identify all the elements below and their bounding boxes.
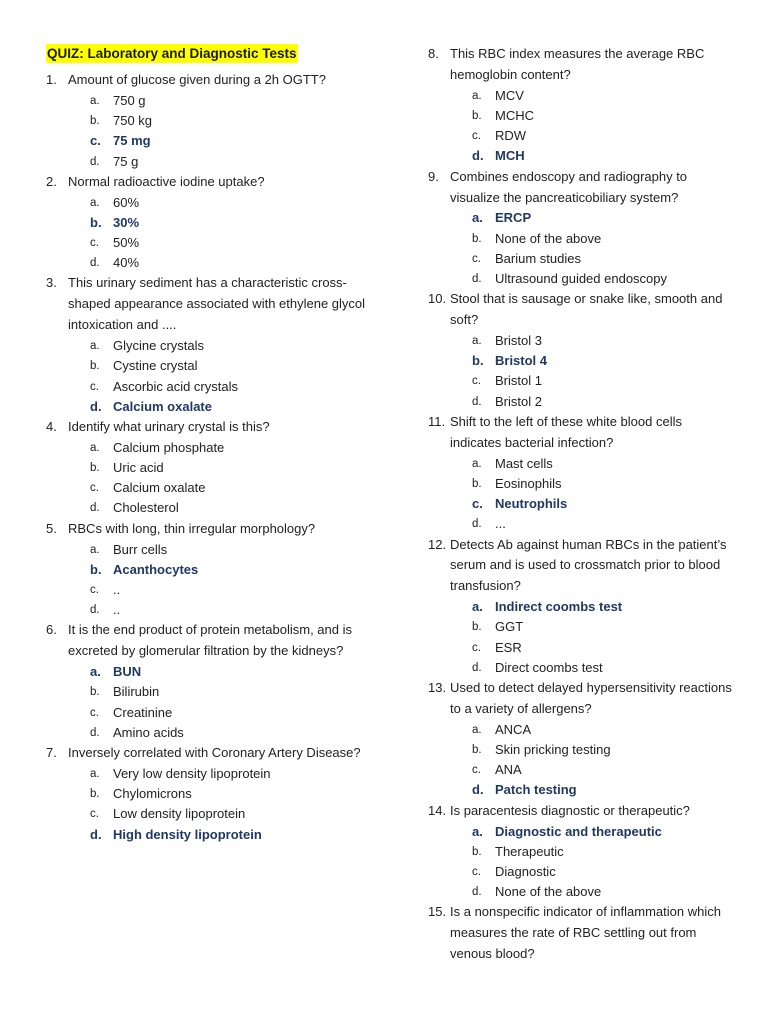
question-item bbox=[428, 902, 733, 965]
correct-answer-option bbox=[90, 131, 376, 151]
question-text: This urinary sediment has a characteristic cross-shaped appearance associated with ethylene glycol intoxication and .... bbox=[68, 275, 366, 333]
option-text: Skin pricking testing bbox=[495, 742, 611, 758]
question-number: 1. bbox=[46, 72, 57, 87]
option-letter: c. bbox=[90, 380, 99, 393]
option-letter: c. bbox=[472, 130, 481, 143]
option-text: Indirect coombs test bbox=[495, 599, 623, 615]
option-text: Bilirubin bbox=[113, 684, 160, 700]
option-list bbox=[90, 336, 376, 417]
correct-answer-option bbox=[472, 494, 733, 514]
answer-option bbox=[90, 152, 376, 172]
option-text: 75 g bbox=[113, 153, 139, 169]
answer-option bbox=[90, 438, 376, 458]
answer-option bbox=[472, 249, 733, 269]
question-item bbox=[428, 167, 733, 290]
answer-option bbox=[90, 723, 376, 743]
option-text: Therapeutic bbox=[495, 843, 564, 859]
question-row bbox=[46, 620, 376, 662]
left-column bbox=[46, 44, 376, 845]
question-item bbox=[428, 535, 733, 679]
option-letter: a. bbox=[90, 664, 101, 680]
option-text: Calcium oxalate bbox=[113, 480, 206, 496]
option-letter: c. bbox=[90, 584, 99, 596]
option-text: Acanthocytes bbox=[113, 561, 199, 577]
option-letter: c. bbox=[472, 865, 481, 878]
question-text: Identify what urinary crystal is this? bbox=[68, 418, 270, 434]
answer-option bbox=[472, 514, 733, 534]
option-list bbox=[472, 597, 733, 678]
answer-option bbox=[472, 454, 733, 474]
option-text: Eosinophils bbox=[495, 475, 562, 491]
answer-option bbox=[90, 764, 376, 784]
left-question-list bbox=[46, 70, 376, 845]
option-letter: c. bbox=[472, 375, 481, 388]
answer-option bbox=[90, 540, 376, 560]
option-text: Burr cells bbox=[113, 541, 168, 557]
correct-answer-option bbox=[472, 146, 733, 166]
option-text: Diagnostic bbox=[495, 863, 556, 879]
option-text: High density lipoprotein bbox=[113, 826, 262, 842]
option-letter: d. bbox=[472, 148, 484, 164]
right-question-list bbox=[428, 44, 733, 965]
question-number: 13. bbox=[428, 680, 447, 696]
question-item bbox=[46, 417, 376, 519]
question-number: 10. bbox=[428, 291, 447, 307]
question-text: It is the end product of protein metabolism, and is excreted by glomerular filtration by the kidneys? bbox=[68, 622, 352, 659]
question-item bbox=[428, 801, 733, 903]
question-item bbox=[46, 273, 376, 417]
question-number: 7. bbox=[46, 745, 57, 761]
correct-answer-option bbox=[90, 825, 376, 845]
answer-option bbox=[472, 862, 733, 882]
question-item bbox=[46, 70, 376, 172]
option-letter: a. bbox=[90, 340, 100, 353]
option-letter: d. bbox=[472, 395, 482, 408]
answer-option bbox=[472, 331, 733, 351]
option-text: Ascorbic acid crystals bbox=[113, 378, 238, 394]
option-list bbox=[472, 720, 733, 801]
option-letter: b. bbox=[90, 115, 100, 128]
question-row bbox=[428, 535, 733, 598]
question-row bbox=[46, 172, 376, 193]
option-letter: a. bbox=[90, 94, 100, 107]
question-row bbox=[428, 902, 733, 965]
option-letter: b. bbox=[472, 845, 482, 858]
question-row bbox=[428, 412, 733, 454]
option-letter: d. bbox=[90, 502, 100, 515]
option-letter: d. bbox=[472, 661, 482, 674]
answer-option bbox=[90, 377, 376, 397]
option-text: Barium studies bbox=[495, 250, 581, 266]
option-text: ... bbox=[495, 516, 506, 532]
question-number: 2. bbox=[46, 173, 57, 189]
option-letter: b. bbox=[90, 788, 100, 801]
option-letter: a. bbox=[90, 767, 100, 780]
answer-option bbox=[90, 498, 376, 518]
option-text: BUN bbox=[113, 664, 142, 680]
correct-answer-option bbox=[472, 780, 733, 800]
question-number: 8. bbox=[428, 46, 439, 61]
option-text: .. bbox=[113, 582, 121, 597]
option-letter: a. bbox=[90, 543, 100, 556]
question-row bbox=[46, 70, 376, 91]
question-text: Inversely correlated with Coronary Artery Disease? bbox=[68, 745, 361, 761]
answer-option bbox=[472, 617, 733, 637]
option-letter: b. bbox=[90, 360, 100, 373]
option-text: 75 mg bbox=[113, 133, 151, 149]
question-item bbox=[46, 743, 376, 845]
option-text: Direct coombs test bbox=[495, 659, 603, 675]
option-text: Patch testing bbox=[495, 782, 577, 798]
answer-option bbox=[472, 658, 733, 678]
question-number: 9. bbox=[428, 168, 439, 184]
option-text: None of the above bbox=[495, 884, 602, 900]
option-letter: d. bbox=[90, 726, 100, 739]
answer-option bbox=[90, 478, 376, 498]
question-row bbox=[428, 289, 733, 331]
option-list bbox=[90, 193, 376, 274]
option-letter: a. bbox=[472, 89, 482, 102]
question-item bbox=[428, 289, 733, 412]
answer-option bbox=[90, 580, 376, 600]
answer-option bbox=[90, 600, 376, 620]
option-letter: b. bbox=[90, 214, 102, 230]
question-number: 12. bbox=[428, 536, 447, 552]
option-text: None of the above bbox=[495, 230, 602, 246]
option-letter: d. bbox=[90, 826, 102, 842]
option-text: RDW bbox=[495, 128, 527, 144]
option-letter: c. bbox=[472, 252, 481, 265]
question-text: Detects Ab against human RBCs in the patient’s serum and is used to crossmatch prior to blood transfusion? bbox=[450, 536, 727, 594]
question-number: 5. bbox=[46, 520, 57, 536]
option-list bbox=[90, 764, 376, 845]
answer-option bbox=[472, 740, 733, 760]
answer-option bbox=[90, 784, 376, 804]
option-text: Bristol 1 bbox=[495, 373, 542, 389]
option-text: Cystine crystal bbox=[113, 358, 198, 374]
option-letter: d. bbox=[90, 398, 102, 414]
question-text: This RBC index measures the average RBC hemoglobin content? bbox=[450, 46, 705, 82]
option-letter: b. bbox=[472, 110, 482, 123]
option-text: GGT bbox=[495, 619, 524, 635]
option-letter: b. bbox=[472, 744, 482, 757]
option-text: Neutrophils bbox=[495, 496, 568, 512]
option-letter: a. bbox=[472, 210, 483, 226]
option-text: 50% bbox=[113, 235, 140, 251]
option-text: 60% bbox=[113, 194, 140, 210]
question-number: 14. bbox=[428, 802, 447, 818]
answer-option bbox=[90, 233, 376, 253]
option-text: Glycine crystals bbox=[113, 338, 205, 354]
option-list bbox=[472, 331, 733, 412]
question-text: Is paracentesis diagnostic or therapeutic? bbox=[450, 802, 690, 818]
option-letter: c. bbox=[472, 496, 483, 512]
option-text: Amino acids bbox=[113, 724, 184, 740]
correct-answer-option bbox=[90, 560, 376, 580]
option-letter: d. bbox=[472, 886, 482, 899]
question-item bbox=[428, 678, 733, 801]
question-row bbox=[46, 519, 376, 540]
question-row bbox=[428, 44, 733, 86]
option-letter: a. bbox=[90, 196, 100, 209]
question-text: Normal radioactive iodine uptake? bbox=[68, 173, 265, 189]
option-text: Cholesterol bbox=[113, 500, 179, 516]
option-letter: c. bbox=[472, 764, 481, 777]
answer-option bbox=[472, 86, 733, 106]
option-letter: a. bbox=[472, 599, 483, 615]
option-text: Calcium oxalate bbox=[113, 398, 212, 414]
question-item bbox=[428, 412, 733, 535]
option-list bbox=[90, 540, 376, 621]
correct-answer-option bbox=[472, 597, 733, 617]
option-letter: c. bbox=[90, 237, 99, 250]
question-number: 15. bbox=[428, 904, 447, 920]
answer-option bbox=[472, 229, 733, 249]
option-text: 40% bbox=[113, 255, 140, 271]
option-letter: d. bbox=[472, 518, 482, 531]
answer-option bbox=[472, 392, 733, 412]
option-list bbox=[90, 662, 376, 743]
option-text: Very low density lipoprotein bbox=[113, 765, 271, 781]
option-text: 30% bbox=[113, 214, 140, 230]
option-text: Bristol 3 bbox=[495, 333, 542, 349]
option-letter: b. bbox=[90, 561, 102, 577]
question-item bbox=[46, 172, 376, 274]
option-text: MCV bbox=[495, 87, 524, 103]
option-text: ERCP bbox=[495, 210, 532, 226]
option-letter: b. bbox=[472, 621, 482, 634]
option-letter: c. bbox=[472, 641, 481, 654]
option-text: Mast cells bbox=[495, 455, 553, 471]
answer-option bbox=[472, 760, 733, 780]
answer-option bbox=[90, 682, 376, 702]
question-text: RBCs with long, thin irregular morphology? bbox=[68, 520, 316, 536]
answer-option bbox=[472, 720, 733, 740]
correct-answer-option bbox=[90, 662, 376, 682]
answer-option bbox=[472, 638, 733, 658]
option-letter: c. bbox=[90, 808, 99, 821]
question-row bbox=[428, 801, 733, 822]
option-text: MCH bbox=[495, 148, 525, 164]
question-number: 3. bbox=[46, 275, 57, 291]
answer-option bbox=[472, 882, 733, 902]
question-item bbox=[46, 620, 376, 743]
option-letter: d. bbox=[90, 604, 100, 617]
option-list bbox=[472, 208, 733, 289]
question-text: Used to detect delayed hypersensitivity reactions to a variety of allergens? bbox=[450, 680, 732, 716]
option-text: .. bbox=[113, 602, 121, 618]
question-row bbox=[428, 678, 733, 720]
question-text: Amount of glucose given during a 2h OGTT? bbox=[68, 72, 326, 87]
option-list bbox=[472, 822, 733, 903]
question-text: Combines endoscopy and radiography to visualize the pancreaticobiliary system? bbox=[450, 168, 688, 205]
option-text: 750 kg bbox=[113, 113, 153, 129]
question-row bbox=[46, 417, 376, 438]
option-text: Diagnostic and therapeutic bbox=[495, 823, 662, 839]
option-letter: d. bbox=[472, 782, 484, 798]
option-text: Calcium phosphate bbox=[113, 439, 225, 455]
answer-option bbox=[472, 474, 733, 494]
option-text: Uric acid bbox=[113, 460, 164, 476]
right-column bbox=[428, 44, 733, 965]
question-item bbox=[428, 44, 733, 167]
question-row bbox=[428, 167, 733, 209]
option-text: Ultrasound guided endoscopy bbox=[495, 271, 668, 287]
answer-option bbox=[472, 269, 733, 289]
correct-answer-option bbox=[472, 822, 733, 842]
option-letter: a. bbox=[472, 335, 482, 348]
option-list bbox=[90, 91, 376, 172]
option-text: ESR bbox=[495, 639, 522, 655]
answer-option bbox=[472, 106, 733, 126]
answer-option bbox=[90, 703, 376, 723]
option-letter: b. bbox=[472, 353, 484, 369]
option-letter: c. bbox=[90, 133, 101, 149]
option-list bbox=[90, 438, 376, 519]
option-letter: a. bbox=[90, 441, 100, 454]
option-text: Creatinine bbox=[113, 704, 173, 720]
answer-option bbox=[90, 458, 376, 478]
option-letter: b. bbox=[90, 462, 100, 475]
option-list bbox=[472, 86, 733, 167]
answer-option bbox=[90, 253, 376, 273]
option-letter: d. bbox=[90, 155, 100, 168]
option-letter: a. bbox=[472, 823, 483, 839]
quiz-title: QUIZ: Laboratory and Diagnostic Tests bbox=[47, 46, 297, 61]
answer-option bbox=[90, 91, 376, 111]
answer-option bbox=[472, 371, 733, 391]
correct-answer-option bbox=[90, 213, 376, 233]
answer-option bbox=[90, 804, 376, 824]
answer-option bbox=[90, 111, 376, 131]
option-text: ANA bbox=[495, 762, 522, 778]
option-letter: b. bbox=[472, 477, 482, 490]
option-text: MCHC bbox=[495, 108, 534, 124]
question-number: 6. bbox=[46, 622, 57, 638]
option-letter: c. bbox=[90, 482, 99, 495]
option-letter: c. bbox=[90, 706, 99, 719]
answer-option bbox=[472, 126, 733, 146]
answer-option bbox=[90, 356, 376, 376]
answer-option bbox=[90, 193, 376, 213]
answer-option bbox=[90, 336, 376, 356]
option-text: Chylomicrons bbox=[113, 786, 192, 802]
question-text: Stool that is sausage or snake like, smooth and soft? bbox=[450, 291, 723, 328]
question-text: Shift to the left of these white blood cells indicates bacterial infection? bbox=[450, 413, 682, 450]
option-letter: a. bbox=[472, 457, 482, 470]
option-list bbox=[472, 454, 733, 535]
option-letter: d. bbox=[90, 257, 100, 270]
correct-answer-option bbox=[472, 208, 733, 228]
option-letter: a. bbox=[472, 723, 482, 736]
option-text: 750 g bbox=[113, 92, 146, 108]
question-item bbox=[46, 519, 376, 621]
option-text: Bristol 2 bbox=[495, 393, 542, 409]
correct-answer-option bbox=[472, 351, 733, 371]
question-row bbox=[46, 273, 376, 336]
question-number: 4. bbox=[46, 418, 57, 434]
answer-option bbox=[472, 842, 733, 862]
option-text: Bristol 4 bbox=[495, 353, 548, 369]
question-number: 11. bbox=[428, 413, 446, 429]
option-letter: b. bbox=[90, 686, 100, 699]
question-text: Is a nonspecific indicator of inflammation which measures the rate of RBC settling out from venous blood? bbox=[450, 904, 721, 962]
option-letter: d. bbox=[472, 273, 482, 286]
option-letter: b. bbox=[472, 232, 482, 245]
option-text: ANCA bbox=[495, 721, 532, 737]
option-text: Low density lipoprotein bbox=[113, 806, 246, 822]
correct-answer-option bbox=[90, 397, 376, 417]
question-row bbox=[46, 743, 376, 764]
